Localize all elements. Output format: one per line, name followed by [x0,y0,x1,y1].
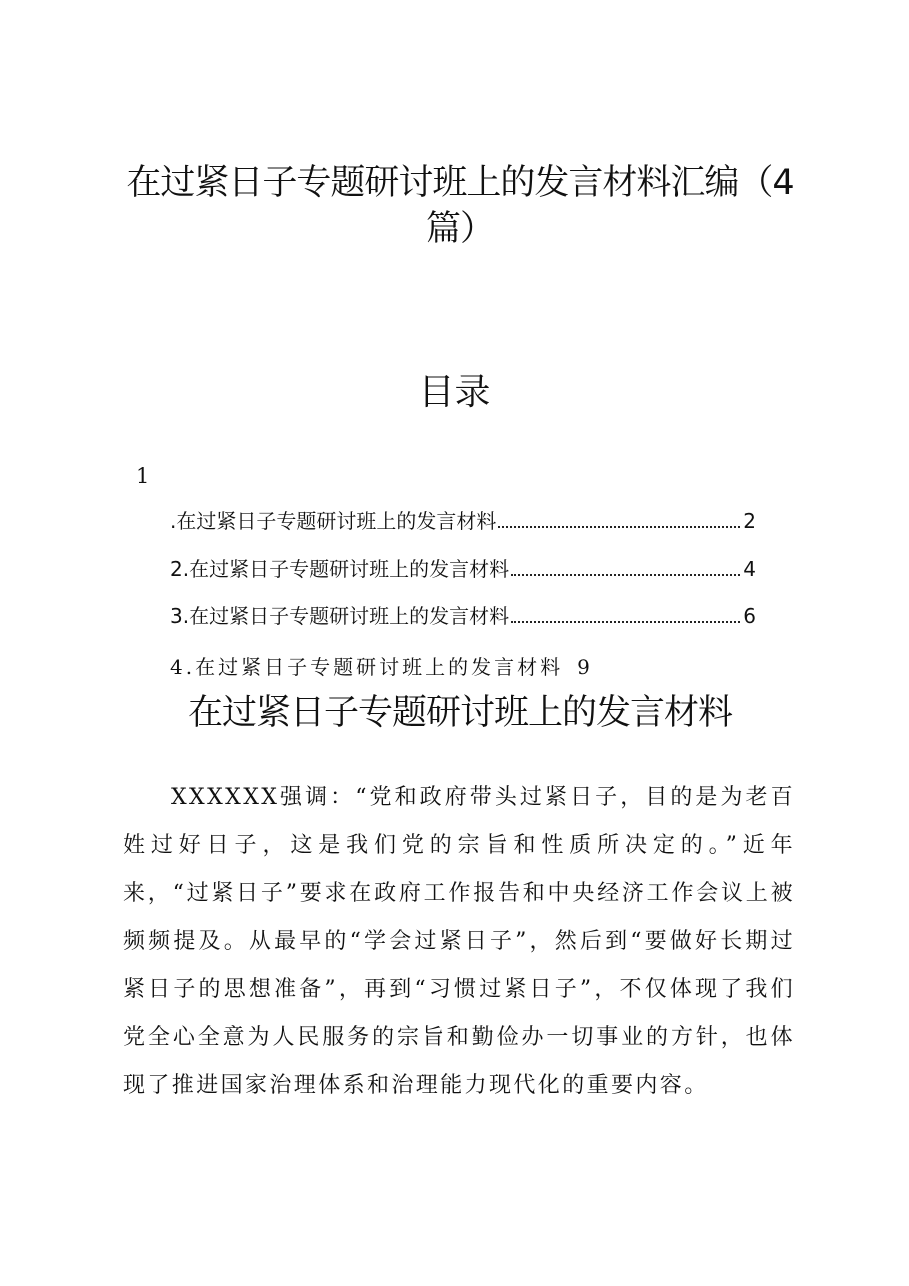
toc-item-1[interactable] [170,506,756,536]
toc-leader-dots [498,526,740,528]
toc-heading: 目录 [418,372,491,413]
toc-item-2[interactable] [170,554,756,584]
toc-leader-dots [511,574,740,576]
section-title: 在过紧日子专题研讨班上的发言材料 [187,693,732,733]
toc-orphan-number: 1 [136,464,150,488]
body-paragraph: XXXXXX强调：“党和政府带头过紧日子，目的是为老百姓过好日子，这是我们党的宗旨和性质所决定的。”近年来，“过紧日子”要求在政府工作报告和中央经济工作会议上被频频提及。从最早的“学会过紧日子”，然后到“要做好长期过紧日子的思想准备”，再到“习惯过紧日子”，不仅体现了我们党全心全意为人民服务的宗旨和勤俭办一切事业的方针，也体现了推进国家治理体系和治理能力现代化的重要内容。 [123,785,795,1098]
toc-item-label: 3.在过紧日子专题研讨班上的发言材料 [170,604,510,628]
toc-item-3[interactable] [170,601,756,631]
toc-item-label: 2.在过紧日子专题研讨班上的发言材料 [170,557,510,581]
toc-item-label: 4.在过紧日子专题研讨班上的发言材料 [170,655,564,679]
toc-leader-dots [511,621,740,623]
toc-item-page: 4 [743,557,756,581]
toc-item-label: .在过紧日子专题研讨班上的发言材料 [170,509,497,533]
toc-item-page: 2 [743,509,756,533]
toc-item-page: 9 [577,655,593,679]
toc-item-4[interactable] [170,652,593,682]
document-title: 在过紧日子专题研讨班上的发言材料汇编（4篇） [126,163,794,249]
toc-item-page: 6 [743,604,756,628]
